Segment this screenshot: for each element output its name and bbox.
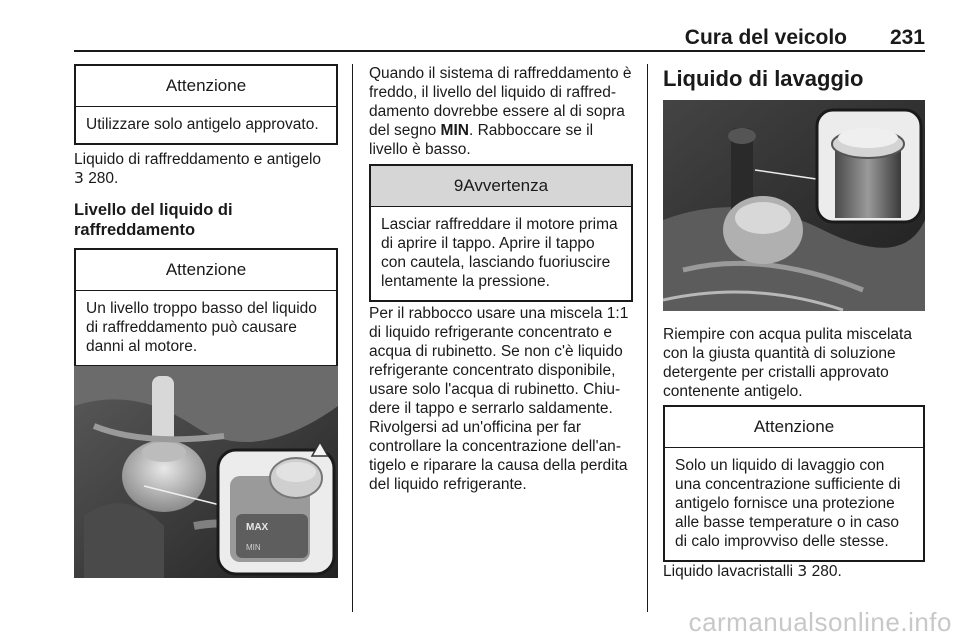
page-ref-icon: 3 (797, 562, 808, 580)
caution-text: Solo un liquido di lavaggio con una concentrazione sufficiente di antigelo fornisce una protezione alle basse temperature o in caso di calo improvviso delle stesse. (675, 457, 901, 550)
caution-box-low-level (74, 248, 338, 367)
caution-text: Utilizzare solo antigelo approvato. (86, 116, 319, 133)
warning-text: Lasciar raffreddare il motore prima di aprire il tappo. Aprire il tappo con cautela, lasciando fuoriuscire lentamente la pressione. (381, 216, 618, 290)
column-divider-1 (352, 64, 353, 612)
washer-fluid-reference: Liquido lavacristalli 3 280. (663, 562, 842, 580)
refill-paragraph: Per il rabbocco usare una miscela 1:1 di liquido refrigerante concentrato e acqua di rubinetto. Se non c'è liquido refrigerante concentrato disponibile, usare solo l'acqua di rubinetto. Chiudere il tappo e serrarlo saldamente. Rivolgersi ad un'officina per far controllare la concentrazione dell'antigelo e riparare la causa della perdita del liquido refrigerante. (369, 305, 629, 493)
warning-heading: 9Avvertenza (371, 166, 631, 207)
max-mark: MAX (246, 522, 269, 533)
caution-text: Un livello troppo basso del liquido di raffreddamento può causare danni al motore. (86, 300, 317, 355)
min-mark: MIN (246, 543, 261, 552)
page-header (74, 22, 925, 52)
caution-heading: Attenzione (76, 250, 336, 291)
coolant-reference: Liquido di raffreddamento e antigelo 3 280. (74, 151, 322, 187)
washer-reservoir-photo (663, 100, 925, 311)
chapter-title: Cura del veicolo (684, 26, 847, 49)
page-ref-number: 280. (88, 170, 119, 187)
page-number: 231 (889, 26, 925, 49)
caution-heading: Attenzione (76, 66, 336, 107)
page-ref-number: 280. (811, 563, 842, 580)
washer-fluid-paragraph: Riempire con acqua pulita miscelata con la giusta quantità di soluzione detergente per cristalli approvato contenente antigelo. (663, 326, 912, 400)
column-divider-2 (647, 64, 648, 612)
warning-icon: 9 (453, 176, 464, 195)
watermark: carmanualsonline.info (688, 607, 952, 637)
washer-fluid-title: Liquido di lavaggio (663, 66, 864, 91)
warning-box (369, 164, 633, 302)
coolant-level-paragraph: Quando il sistema di raffreddamento è freddo, il livello del liquido di raffreddamento dovrebbe essere al di sopra del segno MIN. Rabboccare se il livello è basso. (369, 65, 632, 158)
coolant-level-heading: Livello del liquido di raffreddamento (74, 201, 233, 239)
min-mark-label: MIN (440, 122, 469, 139)
caution-box-antifreeze (74, 64, 338, 145)
page-ref-icon: 3 (74, 169, 84, 187)
caution-heading: Attenzione (665, 407, 923, 448)
coolant-reservoir-photo (74, 366, 338, 578)
caution-box-washer (663, 405, 925, 562)
